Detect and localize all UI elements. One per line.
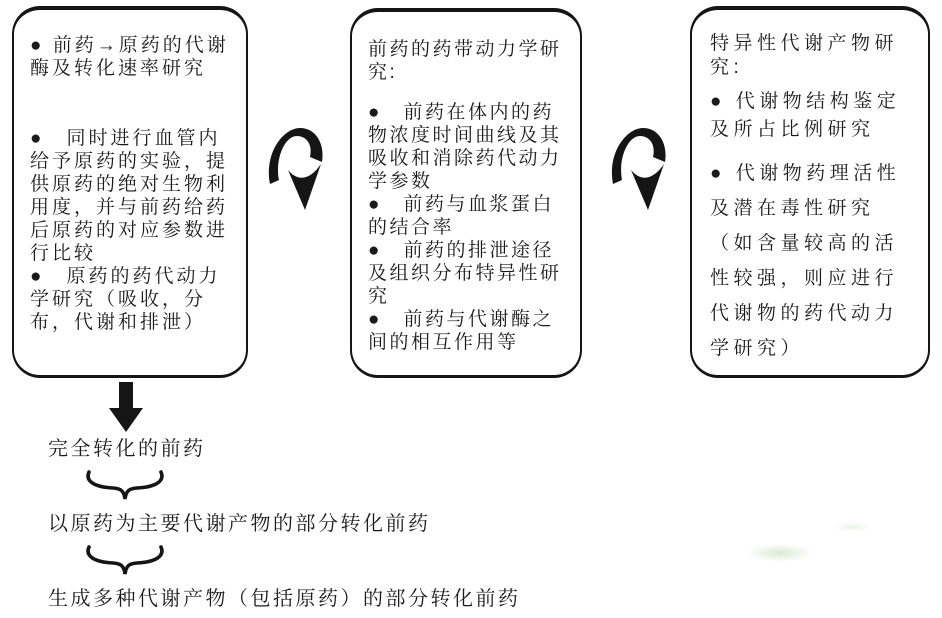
bullet-item: ● 同时进行血管内给予原药的实验，提供原药的绝对生物利用度，并与前药给药后原药的对应参数进行比较 bbox=[30, 128, 229, 264]
down-arrow-icon bbox=[109, 382, 143, 432]
bullet-item: ● 代谢物结构鉴定及所占比例研究 bbox=[710, 91, 901, 140]
curly-brace-icon bbox=[84, 543, 166, 577]
box-title: 前药的药带动力学研究: bbox=[368, 39, 562, 83]
bullet-item: ● 前药与代谢酶之间的相互作用等 bbox=[368, 309, 554, 353]
bullet-item: ● 代谢物药理活性及潜在毒性研究（如含量较高的活性较强，则应进行代谢物的药代动力学研究） bbox=[710, 163, 901, 359]
bullet-item: ● 原药的药代动力学研究（吸收，分布，代谢和排泄） bbox=[30, 266, 221, 333]
outcome-label-partial-conversion-multiple-metabolites: 生成多种代谢产物（包括原药）的部分转化前药 bbox=[48, 588, 521, 610]
box-prodrug-conversion-studies bbox=[12, 6, 248, 378]
curved-arrow-icon bbox=[264, 124, 332, 212]
box-title: 特异性代谢产物研究: bbox=[710, 33, 899, 78]
curly-brace-icon bbox=[84, 468, 166, 502]
box-prodrug-pharmacokinetics-studies bbox=[350, 8, 582, 378]
curved-arrow-icon bbox=[607, 124, 675, 212]
bullet-item: ● 前药在体内的药物浓度时间曲线及其吸收和消除药代动力学参数 bbox=[368, 102, 562, 192]
watermark-smudge bbox=[832, 522, 872, 532]
outcome-label-complete-conversion: 完全转化的前药 bbox=[48, 438, 206, 460]
bullet-item: ● 前药与血浆蛋白的结合率 bbox=[368, 194, 554, 238]
bullet-item: ● 前药→原药的代谢酶及转化速率研究 bbox=[30, 35, 229, 79]
watermark-smudge bbox=[746, 544, 814, 562]
outcome-label-partial-conversion-main-metabolite: 以原药为主要代谢产物的部分转化前药 bbox=[48, 513, 431, 535]
bullet-item: ● 前药的排泄途径及组织分布特异性研究 bbox=[368, 240, 562, 307]
box-specific-metabolite-studies bbox=[690, 6, 930, 378]
